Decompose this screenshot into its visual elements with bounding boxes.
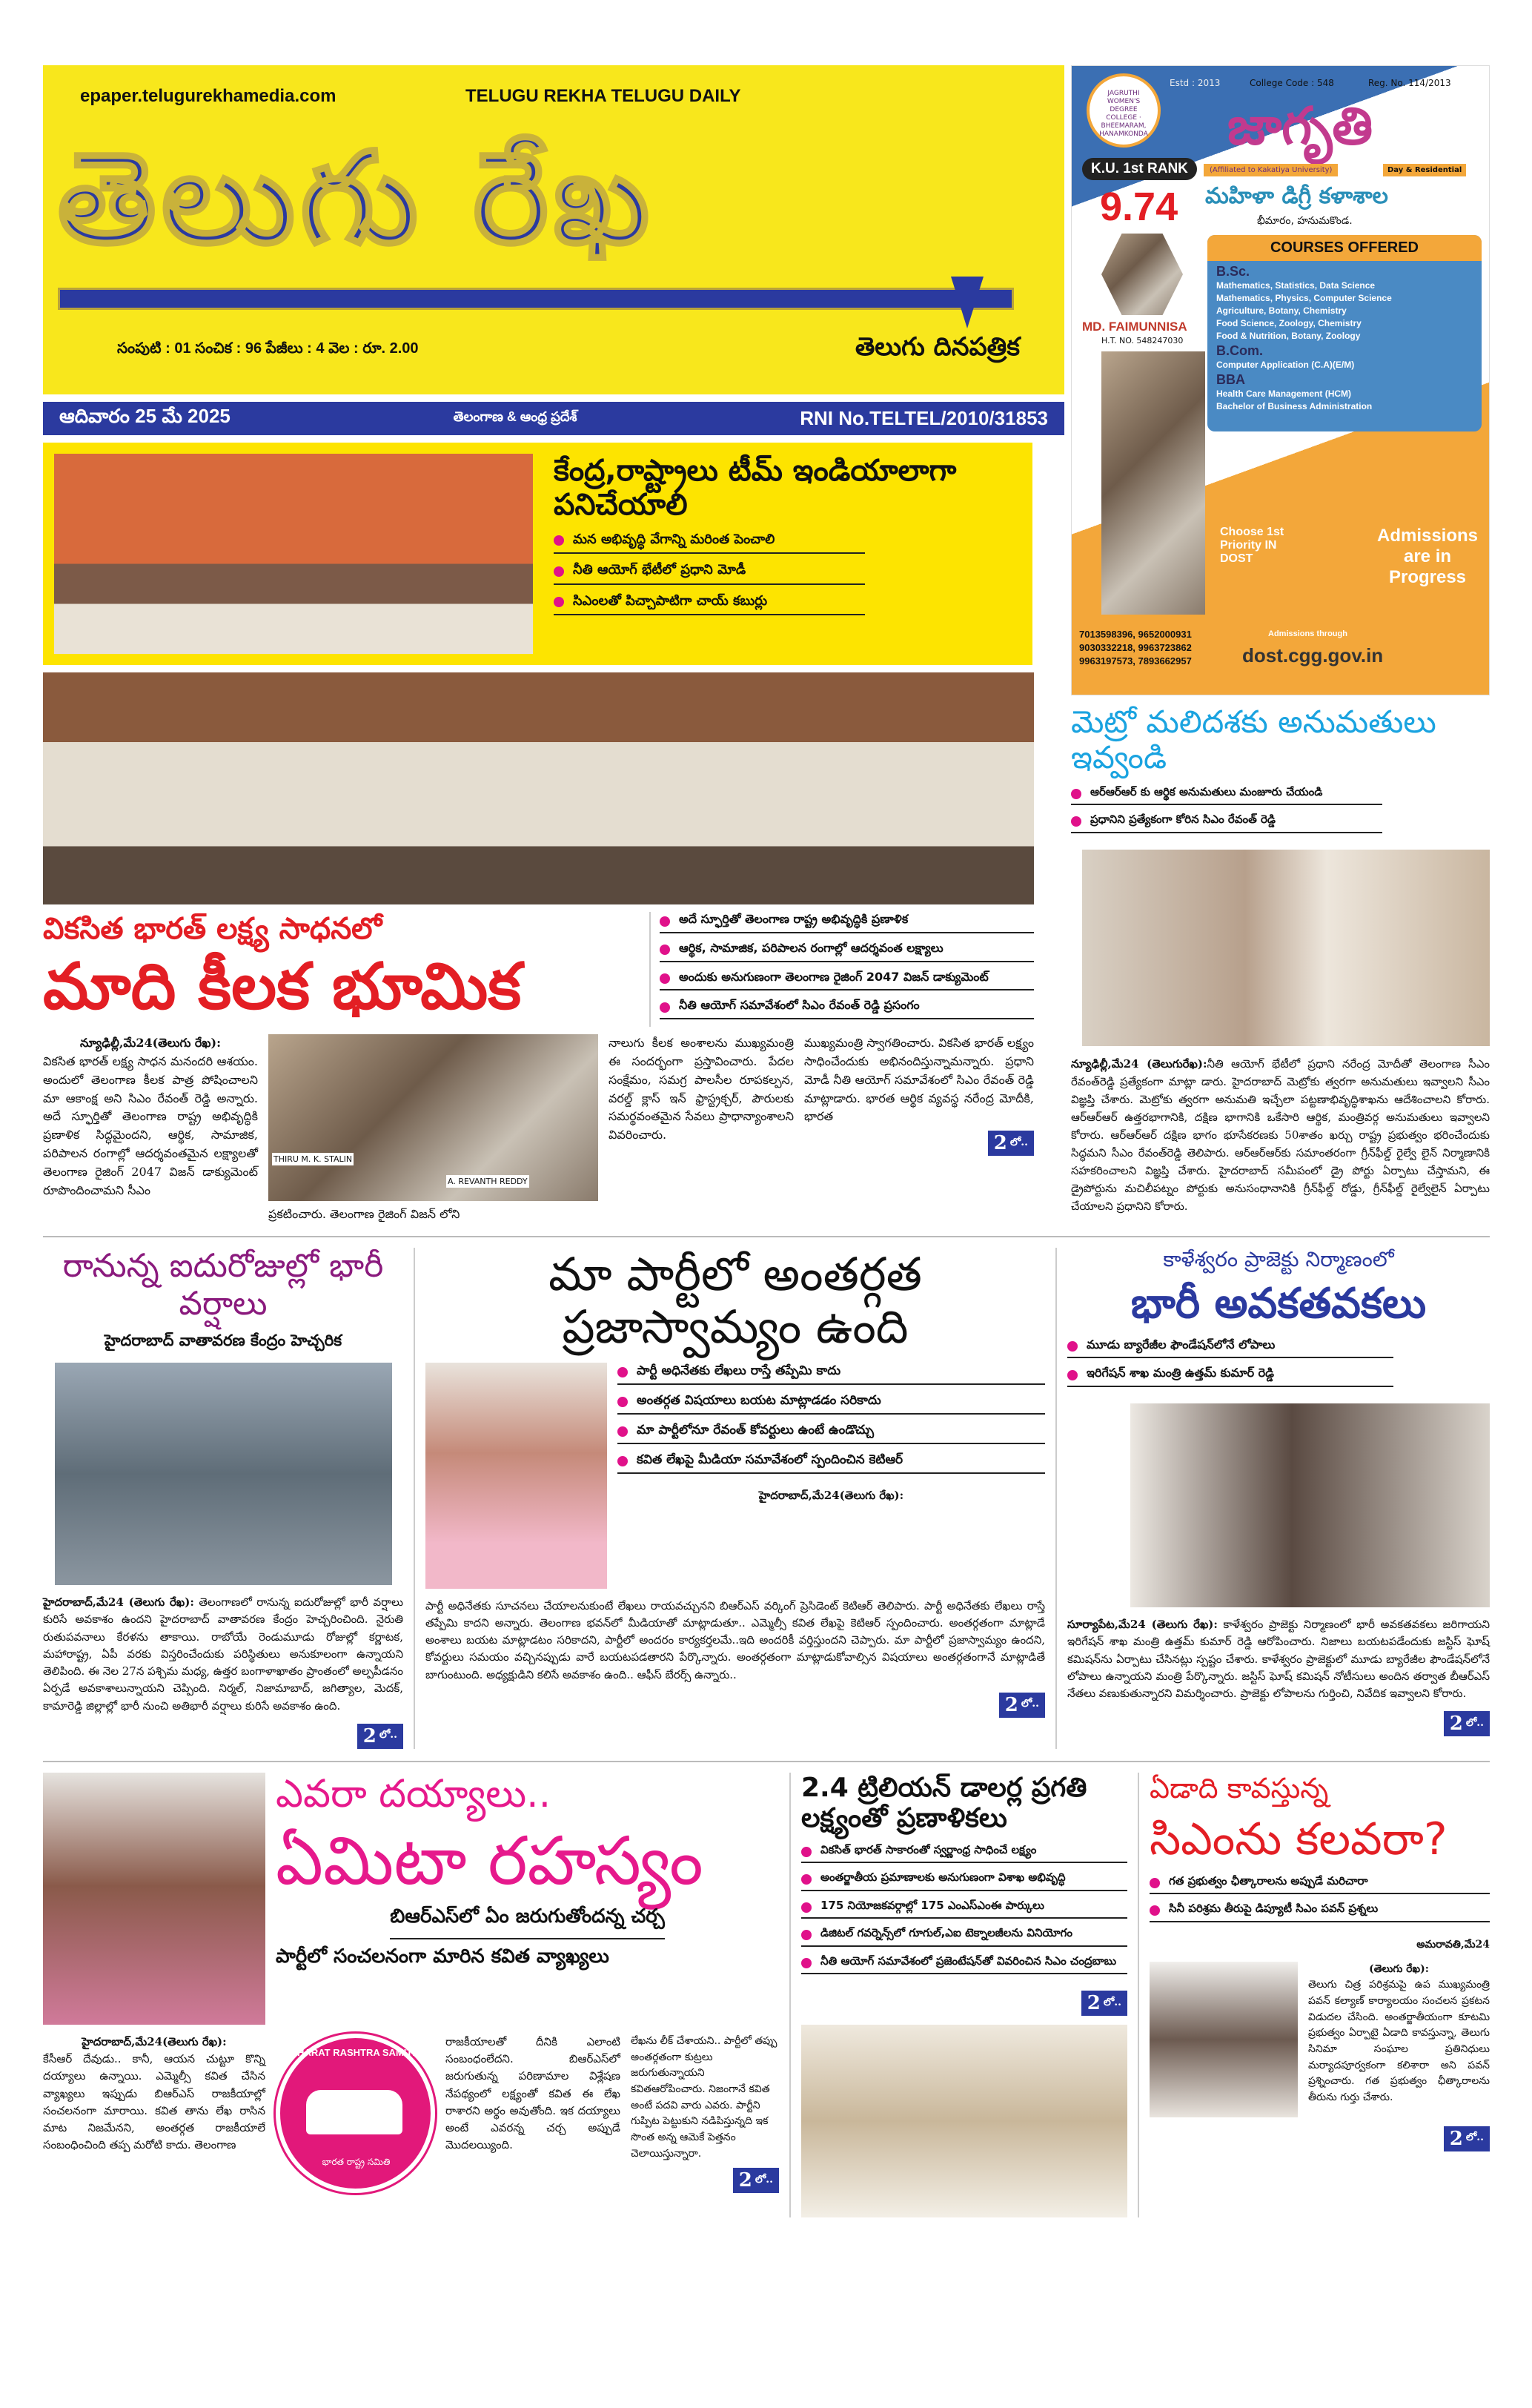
course-item: Agriculture, Botany, Chemistry xyxy=(1216,305,1347,316)
date: ఆదివారం 25 మే 2025 xyxy=(59,405,231,427)
ktr-story xyxy=(414,1248,1055,1749)
college-advertisement[interactable] xyxy=(1071,65,1490,695)
kaleswaram-text: కాళేశ్వరం ప్రాజెక్టు నిర్మాణంలో భారీ అవకతవకలు జరిగాయని ఇరిగేషన్ శాఖ మంత్రి ఉత్తమ్ కుమార్ రెడ్డి ఆరోపించారు. నిజాలు బయటపడేందుకు జస్టిస్ ఘోష్ కమిషన్‌ను ఏర్పాటు చేసినట్లు స్పష్టం చేశారు. కాళేశ్వరం ప్రాజెక్టులో మూడు బ్యారేజీల ఫౌండేషన్‌లోనే లోపాలు ఉన్నాయని మంత్రి పేర్కొన్నారు. జస్టిస్ ఘోష్ కమిషన్ నోటీసులు అందిన తర్వాత బీఆర్ఎస్ నేతలు వణుకుతున్నారని విమర్శించారు. ప్రాజెక్టు లోపాలను గుర్తించి, నివేదిక ఇవ్వాలని కోరారు. xyxy=(1067,1618,1490,1701)
bullet-item: సిఎంలతో పిచ్చాపాటిగా చాయ్ కబుర్లు xyxy=(554,592,865,615)
lead-body xyxy=(43,1034,258,1200)
admissions-through: Admissions through xyxy=(1268,629,1347,638)
pawan-story xyxy=(1138,1773,1490,2217)
daily-label: TELUGU REKHA TELUGU DAILY xyxy=(465,86,741,106)
issue-info: సంపుటి : 01 సంచిక : 96 పేజీలు : 4 వెల : రూ. 2.00 xyxy=(117,340,419,357)
continued-badge[interactable] xyxy=(357,1724,403,1749)
ktr-bullets xyxy=(617,1363,1045,1481)
kavitha-story xyxy=(43,1773,789,2217)
ktr-body: పార్టీ అధినేతకు సూచనలు చేయాలనుకుంటే లేఖలు రాయవచ్చునని బిఆర్ఎస్ వర్కింగ్ ప్రెసిడెంట్ కెటిఆర్ తెలిపారు. పార్టీ అధినేతకు లేఖలు రాస్తే తప్పేమి కాదని అన్నారు. తెలంగాణ భవన్‌లో మీడియాతో మాట్లాడుతూ.. ఎమ్మెల్సీ కవిత లేఖపై కెటిఆర్ స్పందించారు. అంతర్గతంగా మాట్లాడే అంశాలు బయట మాట్లాడటం సరికాదని, పార్టీలో అందరం కార్యకర్తలమే..ఇది అందరికీ వర్తిస్తుందని చెప్పారు. మా పార్టీలో ప్రజాస్వామ్యం ఉందని, కోవర్టులు సమయం వచ్చినప్పుడు వారే బయటపడతారని పేర్కొన్నారు. అంతర్గతంగా మాట్లాడుకోవాల్సిన విషయాలు అంతర్గతంగానే మాట్లాడితే బాగుంటుంది. అధ్యక్షుడిని కలిసే అవకాశం ఉంది.. ఆఫీస్ బేరర్స్ ఉన్నారు.. xyxy=(425,1598,1045,1681)
niti-meeting-photo xyxy=(54,454,533,654)
course-item: Computer Application (C.A)(E/M) xyxy=(1216,360,1355,370)
bullet-item: మా పార్టీలోనూ రేవంత్ కోవర్టులు ఉంటే ఉండొచ్చు xyxy=(617,1422,1045,1444)
cms-group-photo xyxy=(43,672,1034,904)
bullet-item: అందుకు అనుగుణంగా తెలంగాణ రైజింగ్ 2047 విజన్ డాక్యుమెంట్ xyxy=(660,970,1034,991)
metro-dateline: న్యూఢిల్లీ,మే24 (తెలుగురేఖ): xyxy=(1071,1056,1207,1071)
brs-logo-text: BHARAT RASHTRA SAMITHI xyxy=(290,2046,422,2058)
rain-dateline: హైదరాబాద్,మే24 (తెలుగు రేఖ): xyxy=(43,1595,194,1610)
lead-body-3: ముఖ్యమంత్రి స్వాగతించారు. వికసిత భారత్ లక్ష్యం సాధించేందుకు అభినందిస్తున్నామన్నారు. ప్రధాని మోడీ నీతి ఆయోగ్ సమావేశంలో సిఎం రేవంత్ రెడ్డి మాట్లాడారు. భారత ఆర్థిక వ్యవస్థ నరేంద్ర మోదీకి, భారత xyxy=(804,1036,1034,1124)
page-num: 2 xyxy=(1449,2127,1463,2150)
lead-text: వికసిత భారత్ లక్ష్య సాధన మనందరి ఆశయం. అందులో తెలంగాణ కీలక పాత్ర పోషించాలని మా ఆకాంక్ష అని సిఎం రేవంత్ రెడ్డి అన్నారు. అదే స్ఫూర్తితో తెలంగాణ రాష్ట్ర అభివృద్ధికి ప్రణాళిక సిద్ధమైందని, ఆర్థిక, సామాజిక, పరిపాలన రంగాల్లో ఆదర్శవంతమైన లక్ష్యాలతో తెలంగాణ రైజింగ్ 2047 విజన్ డాక్యుమెంట్ రూపొందించామని సీఎం xyxy=(43,1054,258,1197)
bullet-item: డిజిటల్ గవర్నెన్స్‌లో గూగుల్,ఎఐ టెక్నాలజీలను వినియోగం xyxy=(801,1926,1127,1947)
lead-dateline: న్యూఢిల్లీ,మే24(తెలుగు రేఖ): xyxy=(80,1036,221,1051)
student-name: MD. FAIMUNNISA xyxy=(1082,320,1187,334)
metro-body xyxy=(1071,1055,1490,1215)
brs-party-logo xyxy=(276,2034,435,2193)
pawan-bullets xyxy=(1150,1874,1490,1930)
newspaper-logo: తెలుగు రేఖ xyxy=(58,125,655,272)
name-tag: A. REVANTH REDDY xyxy=(448,1177,528,1187)
course-item: Food & Nutrition, Botany, Zoology xyxy=(1216,331,1361,341)
bullet-item: గత ప్రభుత్వం ఛీత్కారాలను అప్పుడే మరిచారా xyxy=(1150,1874,1490,1895)
bullet-item: నీతి ఆయోగ్ భేటీలో ప్రధాని మోడీ xyxy=(554,561,865,584)
pawan-dateline: అమరావతి,మే24 xyxy=(1416,1938,1490,1951)
pen-nib-icon xyxy=(951,277,984,328)
continued-badge[interactable] xyxy=(1444,1711,1490,1736)
metro-bullets xyxy=(1071,785,1382,841)
pawan-photo xyxy=(1150,1962,1298,2117)
bullet-item: నీతి ఆయోగ్ సమావేశంలో సిఎం రేవంత్ రెడ్డి ప్రసంగం xyxy=(660,998,1034,1019)
metro-story xyxy=(1071,704,1490,1215)
courses-list xyxy=(1216,263,1479,413)
course-name: B.Sc. xyxy=(1216,264,1250,279)
ktr-headline: మా పార్టీలో అంతర్గత ప్రజాస్వామ్యం ఉంది xyxy=(548,1246,922,1354)
niti-aayog-story xyxy=(43,443,1032,665)
continued-label: లో.. xyxy=(1465,2131,1484,2144)
continued-label: లో.. xyxy=(755,2173,773,2186)
affiliation: (Affiliated to Kakatiya University) xyxy=(1204,164,1338,176)
metro-text: నీతి ఆయోగ్ భేటీలో ప్రధాని నరేంద్ర మోదీతో తెలంగాణ సీఎం రేవంత్‌రెడ్డి ప్రత్యేకంగా మాట్లా డారు. హైదరాబాద్ మెట్రోకు త్వరగా అనుమతులు ఇవ్వాలని సీఎం విజ్ఞప్తి చేశారు. మెట్రోకు త్వరగా అనుమతి ఇచ్చేలా పట్టణాభివృద్ధిశాఖను ఆదేశించాలని కోరారు. ఆర్ఆర్ఆర్ ఉత్తరభాగానికి, దక్షిణ భాగానికి ఒకేసారి ఆర్థిక, మంత్రివర్గ అనుమతులు ఇవ్వాలని కోరారు. ఆర్ఆర్ఆర్ దక్షిణ భాగం భూసేకరణకు 50శాతం ఖర్చు రాష్ట్ర ప్రభుత్వం భరించేందుకు సిద్ధమని సీఎం రేవంత్‌రెడ్డి తెలిపారు. ఆర్ఆర్ఆర్‌కు సమాంతరంగా గ్రీన్‌ఫీల్డ్ రైల్వే లైన్ నిర్మాణానికి సహకరించాలని విజ్ఞప్తి చేశారు. హైదరాబాద్ సమీపంలో డ్రై పోర్టు ఏర్పాటు చేస్తామని, ఈ డ్రైపోర్టును మచిలీపట్నం పోర్టుకు అనుసంధానానికి గ్రీన్‌ఫీల్డ్ రోడ్డు, గ్రీన్‌ఫీల్డ్ రైల్వేలైన్ ఏర్పాటు చేయాలని ప్రధానిని కోరారు. xyxy=(1071,1056,1490,1213)
course-item: Health Care Management (HCM) xyxy=(1216,388,1352,399)
course-item: Mathematics, Physics, Computer Science xyxy=(1216,293,1392,303)
pawan-kicker: ఏడాది కావస్తున్న xyxy=(1150,1771,1329,1805)
section-row-2 xyxy=(43,1236,1490,1749)
kavitha-sub2: పార్టీలో సంచలనంగా మారిన కవిత వ్యాఖ్యలు xyxy=(276,1945,609,1968)
college-label: మహిళా డిగ్రీ కళాశాల xyxy=(1205,183,1388,209)
lead-story-header xyxy=(43,912,1034,1027)
reg-number: Reg. No. 114/2013 xyxy=(1368,78,1451,88)
college-building-photo xyxy=(1101,351,1205,615)
priority-label: Choose 1st Priority IN DOST xyxy=(1220,526,1284,565)
pawan-source: (తెలుగు రేఖ): xyxy=(1369,1962,1429,1975)
pawan-text: తెలుగు చిత్ర పరిశ్రమపై ఉప ముఖ్యమంత్రి పవన్ కల్యాణ్ కార్యాలయం సంచలన ప్రకటన విడుదల చేసింది. అంతర్జాతీయంగా కూటమి ప్రభుత్వం ఏర్పాటై ఏడాది కావస్తున్నా, తెలుగు సినిమా సంఘాల ప్రతినిధులు మర్యాదపూర్వకంగా కలిశారా అని పవన్ ప్రశ్నించారు. గత ప్రభుత్వం ఛీత్కారాలను తీరును గుర్తు చేశారు. xyxy=(1308,1979,1490,2104)
page-num: 2 xyxy=(738,2169,752,2192)
ap-story xyxy=(789,1773,1138,2217)
kaleswaram-bullets xyxy=(1067,1337,1393,1395)
ktr-dateline: హైదరాబాద్,మే24(తెలుగు రేఖ): xyxy=(758,1488,904,1502)
rain-photo xyxy=(55,1363,392,1585)
continued-badge[interactable] xyxy=(988,1131,1034,1156)
college-type: Day & Residential xyxy=(1383,164,1466,176)
rain-story xyxy=(43,1248,414,1749)
rank-score: 9.74 xyxy=(1100,185,1178,229)
kaleswaram-body xyxy=(1067,1616,1490,1702)
page-num: 2 xyxy=(993,1132,1007,1155)
kaleswaram-headline: భారీ అవకతవకలు xyxy=(1130,1280,1427,1329)
bullet-item: పార్టీ అధినేతకు లేఖలు రాస్తే తప్పేమి కాదు xyxy=(617,1363,1045,1385)
kavitha-text: కేసీఆర్ దేవుడు.. కానీ, ఆయన చుట్టూ కొన్ని దయ్యాలు ఉన్నాయి. ఎమ్మెల్సీ కవిత చేసిన వ్యాఖ్యలు ఇప్పుడు బిఆర్ఎస్ రాజకీయాల్లో సంచలనంగా మారాయి. కవిత తాను లేఖ రాసిన మాట నిజమేనని, అంతర్గత రాజకీయాలే సంబంధించింది తప్ప మరోటి కాదు. తెలంగాణ xyxy=(43,2052,265,2152)
lead-bullets xyxy=(649,912,1034,1027)
bullet-item: కవిత లేఖపై మీడియా సమావేశంలో స్పందించిన కెటిఆర్ xyxy=(617,1452,1045,1474)
bullet-item: అదే స్ఫూర్తితో తెలంగాణ రాష్ట్ర అభివృద్ధికి ప్రణాళిక xyxy=(660,912,1034,933)
ktr-photo xyxy=(425,1363,607,1589)
bullet-item: ప్రధానిని ప్రత్యేకంగా కోరిన సిఎం రేవంత్ రెడ్డి xyxy=(1071,813,1382,833)
kavitha-photo xyxy=(43,1773,265,2025)
kaleswaram-dateline: సూర్యాపేట,మే24 (తెలుగు రేఖ): xyxy=(1067,1618,1218,1632)
phone-number[interactable]: 9030332218, 9963723862 xyxy=(1079,642,1192,653)
continued-badge[interactable] xyxy=(1444,2126,1490,2151)
course-item: Food Science, Zoology, Chemistry xyxy=(1216,318,1362,328)
bullet-item: ఆర్ఆర్ఆర్ కు ఆర్థిక అనుమతులు మంజూరు చేయండి xyxy=(1071,785,1382,806)
rain-subheadline: హైదరాబాద్ వాతావరణ కేంద్రం హెచ్చరిక xyxy=(104,1332,342,1350)
courses-title: COURSES OFFERED xyxy=(1207,235,1482,261)
chandrababu-photo xyxy=(801,2025,1127,2217)
student-photo xyxy=(1101,234,1183,315)
kavitha-sub1: బిఆర్ఎస్‌లో ఏం జరుగుతోందన్న చర్చ xyxy=(390,1905,665,1939)
kavitha-kicker: ఎవరా దయ్యాలు.. xyxy=(276,1771,551,1816)
lead-caption: ప్రకటించారు. తెలంగాణ రైజింగ్ విజన్ లోని xyxy=(268,1207,460,1222)
phone-numbers xyxy=(1079,628,1192,668)
continued-badge[interactable] xyxy=(1081,1991,1127,2016)
bullet-item: ఇరిగేషన్ శాఖ మంత్రి ఉత్తమ్ కుమార్ రెడ్డి xyxy=(1067,1366,1393,1387)
masthead-bottom xyxy=(117,332,1020,368)
continued-label: లో.. xyxy=(379,1729,397,1742)
epaper-url[interactable]: epaper.telugurekhamedia.com xyxy=(80,86,336,106)
revanth-modi-photo xyxy=(1082,850,1490,1046)
lead-body-2: నాలుగు కీలక అంశాలను ముఖ్యమంత్రి ఈ సందర్భంగా ప్రస్తావించారు. పేదల సంక్షేమం, సమగ్ర పాలసీల రూపకల్పన, వరల్డ్ క్లాస్ ఇన్ ఫ్రాస్ట్రక్చర్, పౌరులకు సమర్థవంతమైన సేవలు ప్రాధాన్యాంశాలని వివరించారు. xyxy=(609,1036,794,1142)
lead-story-body xyxy=(43,1034,1034,1224)
bullet-item: సినీ పరిశ్రమ తీరుపై డిప్యూటీ సిఎం పవన్ ప్రశ్నలు xyxy=(1150,1902,1490,1922)
revanth-stalin-photo xyxy=(268,1034,598,1201)
pawan-headline: సిఎంను కలవరా? xyxy=(1150,1813,1448,1865)
continued-label: లో.. xyxy=(1103,1996,1121,2008)
page-num: 2 xyxy=(1087,1992,1101,2015)
subtitle: తెలుగు దినపత్రిక xyxy=(855,332,1020,362)
bullet-item: మూడు బ్యారేజీల ఫౌండేషన్‌లోనే లోపాలు xyxy=(1067,1337,1393,1359)
brs-logo-text-telugu: భారత రాష్ట్ర సమితి xyxy=(322,2156,391,2167)
bullet-item: ఆర్థిక, సామాజిక, పరిపాలన రంగాల్లో ఆదర్శవంత లక్ష్యాలు xyxy=(660,941,1034,962)
kavitha-dateline: హైదరాబాద్,మే24(తెలుగు రేఖ): xyxy=(82,2034,227,2048)
hall-ticket: H.T. NO. 548247030 xyxy=(1101,336,1184,345)
rain-text: తెలంగాణలో రానున్న ఐదురోజుల్లో భారీ వర్షాలు కురిసే అవకాశం ఉందని హైదరాబాద్ వాతావరణ కేంద్రం హెచ్చరించింది. నైరుతి రుతుపవనాలు కేరళను తాకాయి. రాబోయే రెండుమూడు రోజుల్లో కర్ణాటక, మహారాష్ట్ర, ఏపీ వరకు విస్తరించేందుకు పరిస్థితులు అనుకూలంగా ఉన్నాయని తెలిపింది. ఈ నెల 27న పశ్చిమ మధ్య, ఉత్తర బంగాళాఖాతం ప్రాంతంలో అల్పపీడనం ఏర్పడే అవకాశాలున్నాయని చెప్పింది. నిర్మల్, నిజామాబాద్, జగిత్యాల, మెదక్, కామారెడ్డి జిల్లాల్లో భారీ నుంచి అతిభారీ వర్షాలు కురిసే అవకాశం ఉంది. xyxy=(43,1595,403,1713)
continued-label: లో.. xyxy=(1009,1136,1028,1148)
college-place: భీమారం, హనుమకొండ. xyxy=(1257,215,1353,227)
niti-bullets xyxy=(554,531,865,623)
bullet-item: నీతి ఆయోగ్ సమావేశంలో ప్రజెంటేషన్‌తో వివరించిన సిఎం చంద్రబాబు xyxy=(801,1954,1127,1975)
name-tag: THIRU M. K. STALIN xyxy=(273,1154,353,1165)
phone-number[interactable]: 7013598396, 9652000931 xyxy=(1079,629,1192,640)
uttam-kumar-photo xyxy=(1130,1403,1490,1607)
continued-badge[interactable] xyxy=(733,2168,779,2193)
continued-label: లో.. xyxy=(1021,1698,1039,1710)
rain-body xyxy=(43,1594,403,1715)
continued-badge[interactable] xyxy=(999,1693,1045,1718)
kavitha-body xyxy=(43,2034,265,2154)
kaleswaram-story xyxy=(1055,1248,1490,1749)
college-name: జాగృతి xyxy=(1227,96,1373,156)
dost-website[interactable]: dost.cgg.gov.in xyxy=(1242,644,1384,666)
masthead xyxy=(43,65,1064,394)
ap-headline: 2.4 ట్రిలియన్ డాలర్ల ప్రగతి లక్ష్యంతో ప్రణాళికలు xyxy=(801,1772,1087,1834)
bullet-item: మన అభివృద్ధి వేగాన్ని మరింత పెంచాలి xyxy=(554,531,865,554)
date-strip xyxy=(43,402,1064,435)
course-item: Bachelor of Business Administration xyxy=(1216,401,1373,411)
page-num: 2 xyxy=(362,1724,377,1747)
bullet-item: వికసిత్ భారత్ సాకారంతో స్వర్ణాంధ్ర సాధించే లక్ష్యం xyxy=(801,1843,1127,1864)
metro-headline: మెట్రో మలిదశకు అనుమతులు ఇవ్వండి xyxy=(1071,704,1436,776)
course-name: BBA xyxy=(1216,372,1245,387)
niti-headline: కేంద్ర,రాష్ట్రాలు టీమ్ ఇండియాలాగా పనిచేయాలి xyxy=(554,454,957,522)
bullet-item: అంతర్గత విషయాలు బయట మాట్లాడడం సరికాదు xyxy=(617,1392,1045,1415)
section-row-3 xyxy=(43,1761,1490,2217)
lead-kicker: వికసిత భారత్ లక్ష్య సాధనలో xyxy=(43,912,382,946)
college-code: College Code : 548 xyxy=(1250,78,1334,88)
logo-underline xyxy=(58,288,1014,310)
kavitha-body-2: రాజకీయాలతో దీనికి ఎలాంటి సంబంధంలేదని. బిఆర్ఎస్‌లో జరుగుతున్న పరిణామాల విశ్లేషణ నేపథ్యంలో లక్ష్యంతో కవిత ఈ లేఖ రాశారని అర్థం అవుతోంది. ఇక దయ్యాలు అంటే ఎవరన్న చర్చ అప్పుడే మొదలయ్యింది. xyxy=(445,2034,620,2152)
bullet-item: అంతర్జాతీయ ప్రమాణాలకు అనుగుణంగా విశాఖ అభివృద్ధి xyxy=(801,1870,1127,1891)
ap-bullets xyxy=(801,1843,1127,1982)
college-seal: JAGRUTHI WOMEN'S DEGREE COLLEGE · BHEEMARAM, HANAMKONDA xyxy=(1087,73,1161,148)
course-name: B.Com. xyxy=(1216,343,1263,358)
rain-headline: రానున్న ఐదురోజుల్లో భారీ వర్షాలు xyxy=(62,1246,384,1323)
continued-label: లో.. xyxy=(1465,1716,1484,1729)
course-item: Mathematics, Statistics, Data Science xyxy=(1216,280,1376,291)
pawan-body xyxy=(1308,1962,1490,2106)
car-icon xyxy=(306,2090,402,2134)
kavitha-body-3: లేఖను లీక్ చేశాయని.. పార్టీలో తప్పు అంతర్గతంగా కుట్రలు జరుగుతున్నాయని కవితఆరోపించారు. నిజంగానే కవిత అంటే పదవి వారు ఎవరు. పార్టీని గుప్పిట పెట్టుకుని నడిపిస్తున్నది ఇక సొంత అన్న ఆమెకే పెత్తనం చెలాయిస్తున్నారా. xyxy=(631,2034,777,2160)
bullet-item: 175 నియోజకవర్గాల్లో 175 ఎంఎస్ఎంఈ పార్కులు xyxy=(801,1899,1127,1919)
newspaper-page xyxy=(43,65,1490,2247)
region: తెలంగాణ & ఆంధ్ర ప్రదేశ్ xyxy=(453,409,577,424)
admissions-banner: Admissions are in Progress xyxy=(1376,526,1479,587)
lead-headline: మాది కీలక భూమిక xyxy=(43,950,522,1024)
kavitha-headline: ఏమిటా రహస్యం xyxy=(276,1822,703,1900)
phone-number[interactable]: 9963197573, 7893662957 xyxy=(1079,655,1192,666)
rni-number: RNI No.TELTEL/2010/31853 xyxy=(800,407,1048,429)
page-num: 2 xyxy=(1449,1713,1463,1736)
kaleswaram-kicker: కాళేశ్వరం ప్రాజెక్టు నిర్మాణంలో xyxy=(1163,1246,1394,1271)
rank-label: K.U. 1st RANK xyxy=(1082,158,1197,180)
page-num: 2 xyxy=(1004,1693,1018,1716)
estd: Estd : 2013 xyxy=(1170,78,1221,88)
